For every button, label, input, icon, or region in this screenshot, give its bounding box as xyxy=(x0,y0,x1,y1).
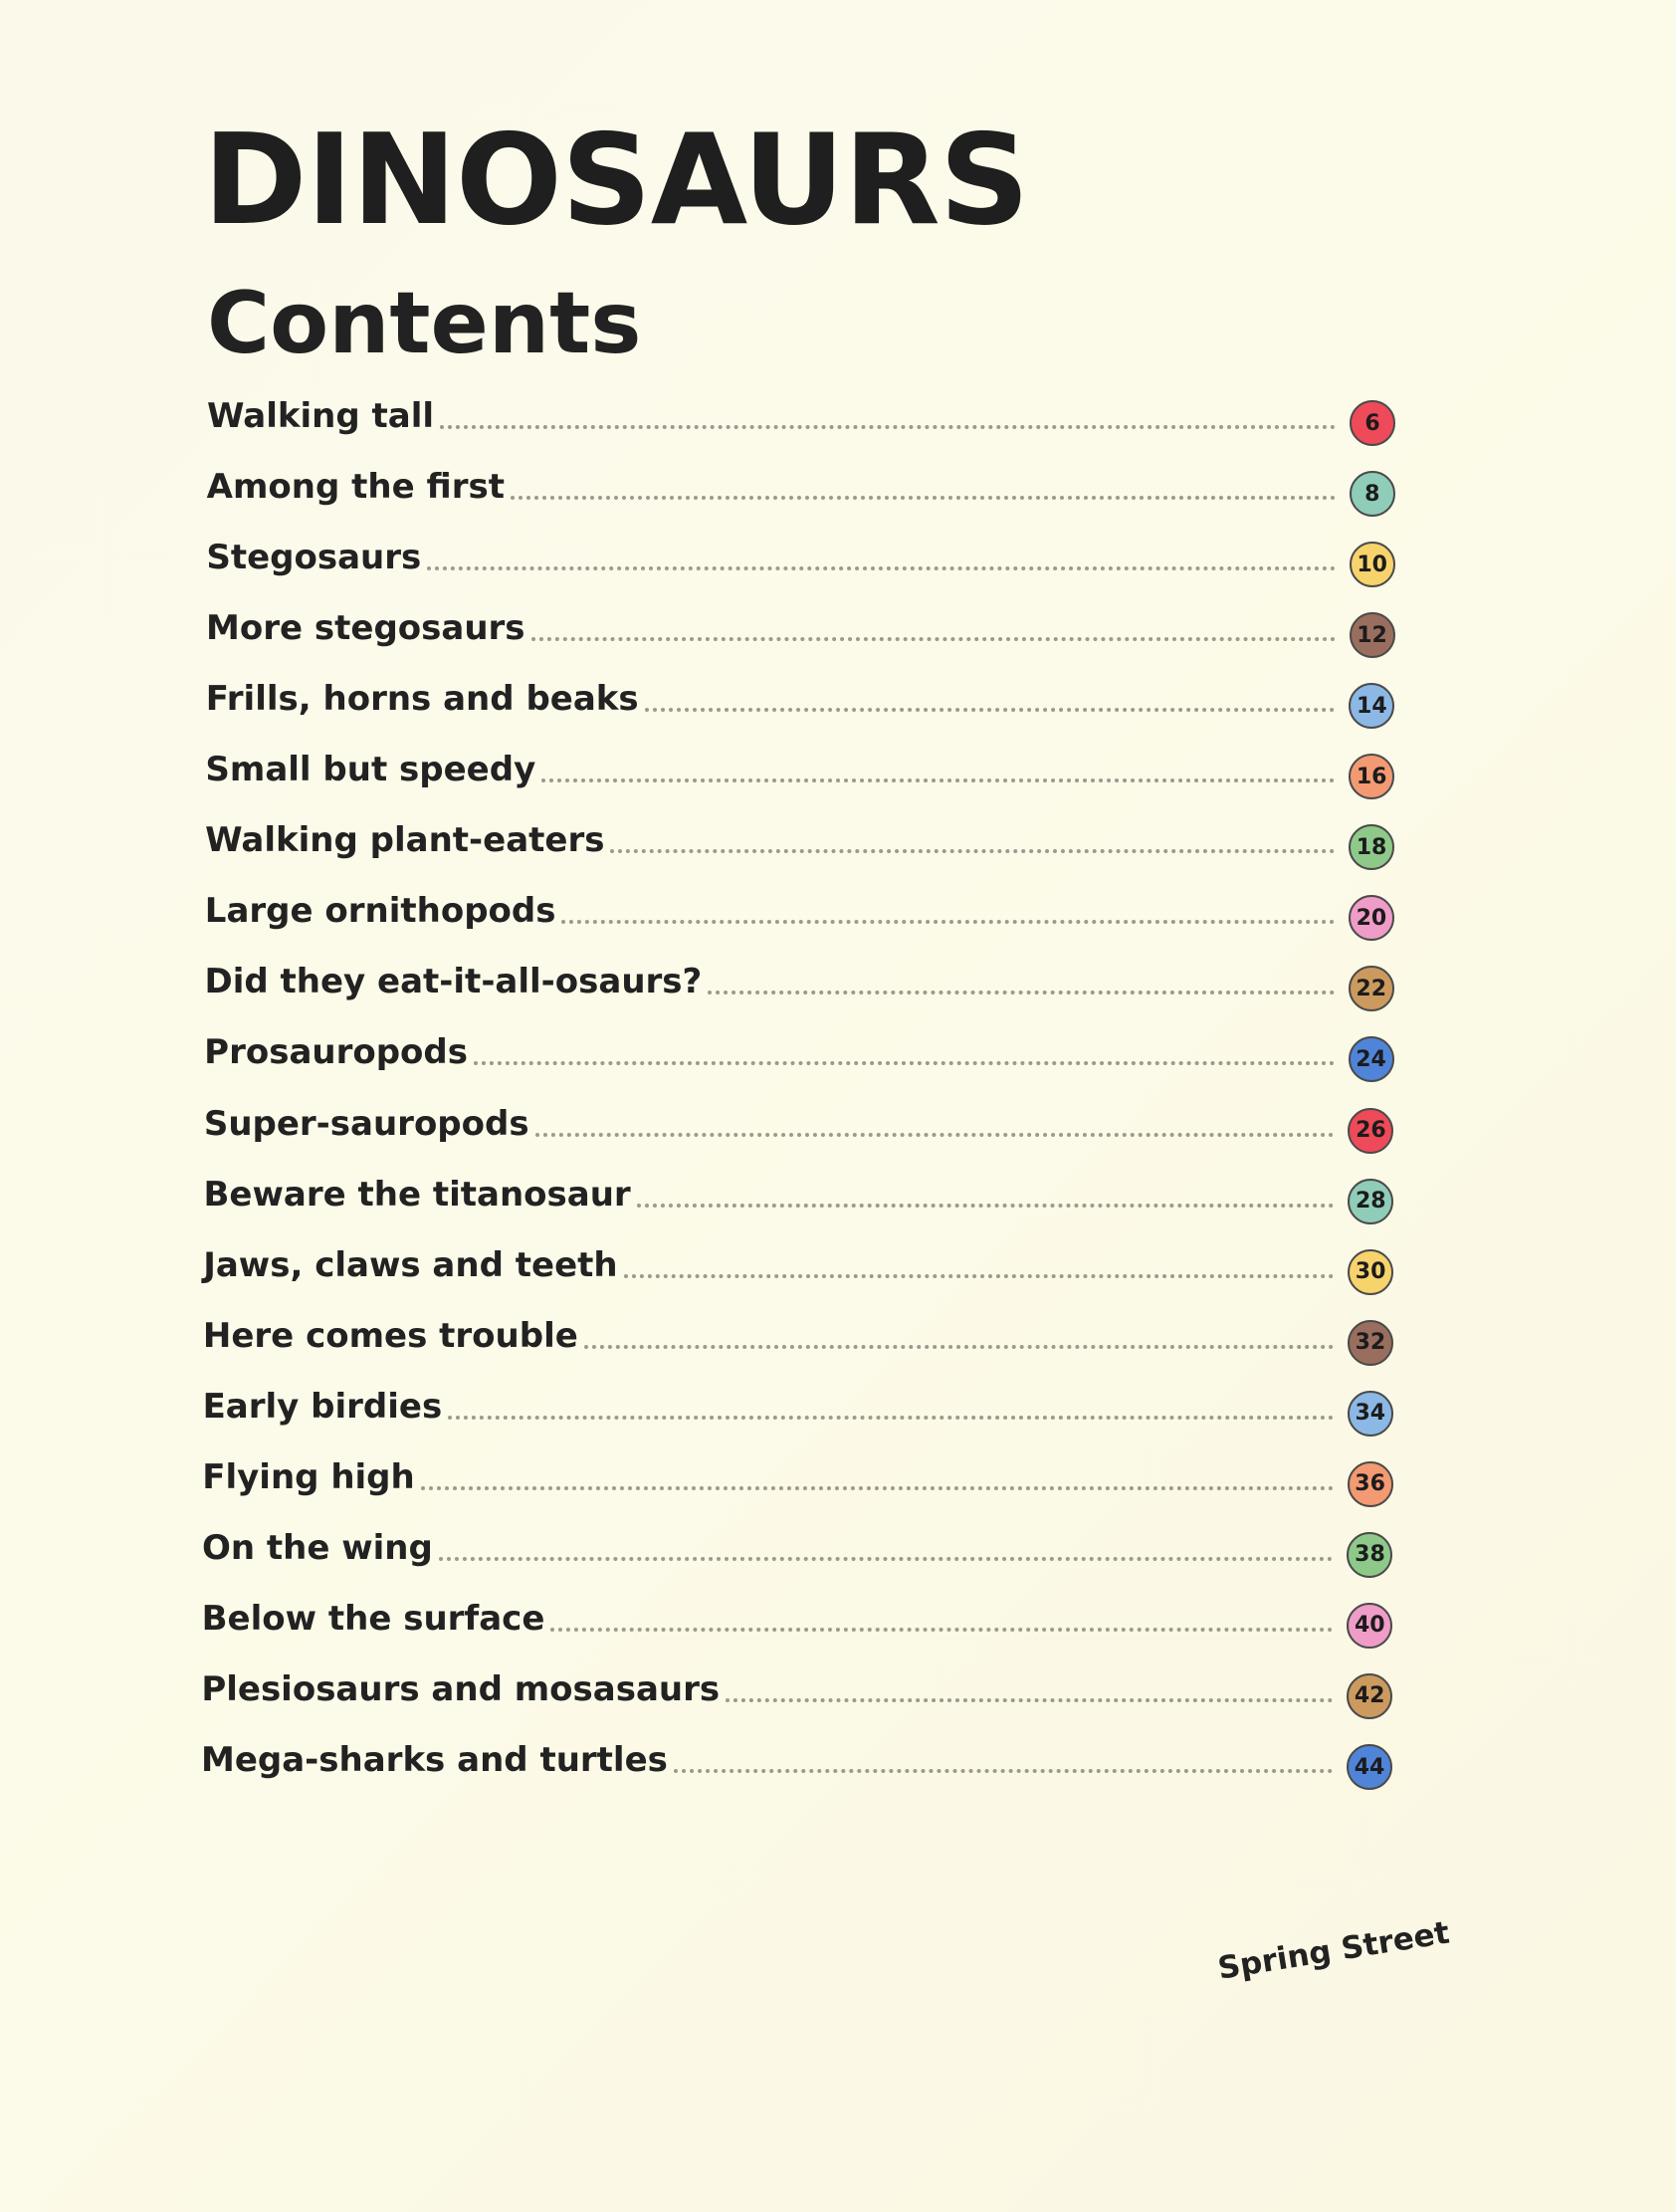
dotted-leader xyxy=(708,991,1334,995)
publisher-name: Spring Street xyxy=(1215,1914,1452,1987)
page-number-badge: 10 xyxy=(1350,542,1395,587)
page-number-badge: 28 xyxy=(1348,1179,1393,1224)
dotted-leader xyxy=(439,1557,1334,1561)
page-number-badge: 12 xyxy=(1350,612,1395,658)
dotted-leader xyxy=(531,637,1336,641)
page-number-badge: 18 xyxy=(1349,824,1394,870)
toc-entry-title: Jaws, claws and teeth xyxy=(203,1244,618,1285)
dotted-leader xyxy=(637,1204,1335,1208)
toc-entry-title: Small but speedy xyxy=(205,750,536,790)
dotted-leader xyxy=(541,778,1335,782)
toc-entry-title: Stegosaurs xyxy=(206,538,422,578)
dotted-leader xyxy=(584,1345,1334,1349)
toc-entry-title: Super-sauropods xyxy=(203,1103,529,1144)
page-number-badge: 30 xyxy=(1348,1249,1393,1295)
page-number-badge: 32 xyxy=(1348,1320,1393,1366)
toc-entry-title: Large ornithopods xyxy=(204,891,556,932)
toc-entry-title: Flying high xyxy=(202,1456,415,1497)
toc-entry[interactable] xyxy=(205,740,1394,799)
toc-entry[interactable] xyxy=(205,810,1394,870)
section-title: Contents xyxy=(207,274,642,373)
toc-entry[interactable] xyxy=(201,1730,1392,1790)
page-number-badge: 20 xyxy=(1349,895,1394,941)
toc-entry-title: Prosauropods xyxy=(204,1032,468,1073)
page-number-badge: 14 xyxy=(1349,683,1394,729)
dotted-leader xyxy=(427,566,1335,570)
toc-entry-title: Frills, horns and beaks xyxy=(205,679,639,720)
toc-entry[interactable] xyxy=(206,598,1394,658)
toc-entry-title: Plesiosaurs and mosasaurs xyxy=(201,1668,721,1709)
dotted-leader xyxy=(511,496,1336,500)
toc-entry[interactable] xyxy=(207,457,1395,517)
dotted-leader xyxy=(624,1274,1335,1278)
dotted-leader xyxy=(726,1698,1333,1702)
dotted-leader xyxy=(448,1416,1334,1420)
toc-entry-title: Here comes trouble xyxy=(202,1315,578,1356)
toc-entry[interactable] xyxy=(203,1377,1393,1437)
toc-entry-title: Beware the titanosaur xyxy=(203,1174,631,1215)
toc-entry-title: Walking tall xyxy=(207,396,435,436)
dotted-leader xyxy=(674,1769,1333,1773)
dotted-leader xyxy=(645,708,1336,712)
page-number-badge: 24 xyxy=(1349,1036,1394,1082)
toc-entry[interactable] xyxy=(202,1447,1392,1507)
toc-entry-title: Walking plant-eaters xyxy=(205,820,605,861)
dotted-leader xyxy=(535,1133,1335,1137)
page-number-badge: 26 xyxy=(1348,1108,1393,1154)
dotted-leader xyxy=(440,425,1336,429)
toc-entry[interactable] xyxy=(207,386,1395,446)
book-title: DINOSAURS xyxy=(203,107,1029,253)
page-number-badge: 38 xyxy=(1347,1532,1392,1578)
toc-entry[interactable] xyxy=(201,1659,1392,1719)
page-number-badge: 40 xyxy=(1347,1603,1392,1649)
toc-entry[interactable] xyxy=(204,952,1393,1011)
toc-entry-title: Below the surface xyxy=(201,1598,545,1639)
toc-entry-title: Among the first xyxy=(206,467,505,508)
toc-entry[interactable] xyxy=(204,1094,1394,1154)
toc-entry[interactable] xyxy=(202,1589,1393,1649)
dotted-leader xyxy=(550,1628,1333,1632)
toc-entry[interactable] xyxy=(204,1022,1393,1082)
page-number-badge: 42 xyxy=(1347,1673,1392,1719)
toc-entry[interactable] xyxy=(203,1306,1393,1366)
toc-entry[interactable] xyxy=(204,1165,1394,1224)
toc-entry[interactable] xyxy=(205,881,1394,941)
page-number-badge: 34 xyxy=(1348,1391,1393,1437)
dotted-leader xyxy=(610,849,1335,853)
toc-entry[interactable] xyxy=(202,1518,1393,1578)
toc-entry-title: Did they eat-it-all-osaurs? xyxy=(204,962,703,1002)
page-number-badge: 44 xyxy=(1347,1744,1392,1790)
toc-entry-title: Mega-sharks and turtles xyxy=(201,1740,668,1780)
toc-entry[interactable] xyxy=(206,669,1395,729)
page-number-badge: 6 xyxy=(1350,400,1395,446)
page-number-badge: 16 xyxy=(1349,754,1394,799)
page-number-badge: 22 xyxy=(1349,966,1394,1011)
page-number-badge: 8 xyxy=(1350,471,1395,517)
page-number-badge: 36 xyxy=(1348,1461,1393,1507)
toc-entry-title: On the wing xyxy=(201,1527,433,1568)
dotted-leader xyxy=(561,920,1334,924)
toc-entry-title: More stegosaurs xyxy=(206,608,525,649)
toc-entry-title: Early birdies xyxy=(202,1386,443,1427)
toc-entry[interactable] xyxy=(203,1235,1393,1295)
toc-entry[interactable] xyxy=(206,528,1394,587)
dotted-leader xyxy=(421,1486,1334,1490)
dotted-leader xyxy=(474,1061,1335,1065)
